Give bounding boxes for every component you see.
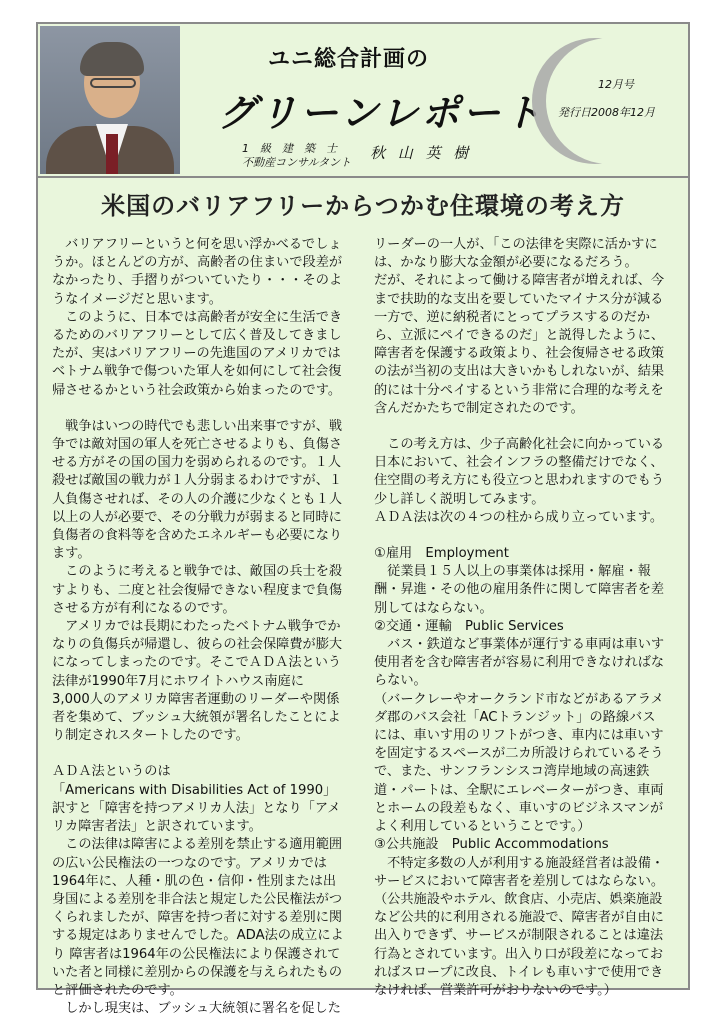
photo-glasses (90, 78, 136, 88)
photo-hair (80, 42, 144, 76)
right-column (374, 236, 674, 1000)
paragraph: 不特定多数の人が利用する施設経営者は設備・ サービスにおいて障害者を差別してはならない。 （公共施設やホテル、飲食店、小売店、娯楽施設 など公共的に利用される施設で、障害者が自由に 出入りできず、サービスが制限されることは違法 行為とされています。出入り口が段差になってお ればスロープに改良、トイレも車いすで使用でき なければ、営業許可がおりないのです。） (374, 855, 665, 998)
paragraph: リーダーの一人が、「この法律を実際に活かすに は、かなり膨大な金額が必要になるだろう。 だが、それによって働ける障害者が増えれば、今 まで扶助的な支出を要していたマイナス分が減る 一方で、逆に納税者にとってプラスするのだか ら、立派にペイできるのだ」と説得したように、 障害者を保護する政策より、社会復帰させる政策 の法が当初の支出は大きいかもしれないが、結果 的には十分ペイするという非常に合理的な考えを 含んだかたちで制定されたのです。 (374, 237, 665, 416)
paragraph: この法律は障害による差別を禁止する適用範囲 の広い公民権法の一つなのです。アメリカでは 1964年に、人種・肌の色・信仰・性別または出 身国による差別を非合法と規定した公民権法がつ くられましたが、障害を持つ者に対する差別に関 する規定はありませんでした。ADA法の成立によ り 障害者は1964年の公民権法により保護されて いた者と同様に差別からの保護を与えられたもの と評価されたのです。 (52, 837, 344, 998)
author-name: 秋 山 英 樹 (370, 144, 473, 162)
photo-tie (106, 134, 118, 174)
paragraph: バリアフリーというと何を思い浮かべるでしょ うか。ほとんどの方が、高齢者の住まいで段差が なかったり、手摺りがついていたり・・・そのよ うなイメージだと思います。 (52, 237, 343, 307)
paragraph: このように考えると戦争では、敵国の兵士を殺 すよりも、二度と社会復帰できない程度まで負傷 させる方が有利になるのです。 (52, 564, 343, 616)
author-credential-architect: 1 級 建 築 士 (242, 142, 337, 155)
paragraph: 従業員１５人以上の事業体は採用・解雇・報 酬・昇進・その他の雇用条件に関して障害者を差 別してはならない。 (374, 564, 665, 616)
article-headline: 米国のバリアフリーからつかむ住環境の考え方 (101, 192, 625, 220)
report-title: グリーンレポート (218, 91, 545, 135)
section-heading-public-accommodations: ③公共施設 Public Accommodations (374, 837, 609, 853)
author-photo (40, 26, 180, 174)
newsletter-frame (36, 22, 690, 1017)
paragraph: ＡＤＡ法というのは 「Americans with Disabilities Act of 1990」 訳すと「障害を持つアメリカ人法」となり「アメ リカ障害者法」と訳されています。 (52, 764, 341, 835)
section-heading-public-services: ②交通・運輸 Public Services (374, 618, 564, 634)
paragraph: このように、日本では高齢者が安全に生活でき るためのバリアフリーとして広く普及してきまし たが、実はバリアフリーの先進国のアメリカでは ベトナム戦争で傷ついた軍人を如何にして社会復 帰させるかという社会政策から始まったのです。 (52, 309, 343, 398)
paragraph: しかし現実は、ブッシュ大統領に署名を促した (52, 1001, 341, 1017)
issue-label: 12月号 (598, 78, 634, 91)
author-credential-consultant: 不動産コンサルタント (242, 156, 352, 169)
paragraph: 戦争はいつの時代でも悲しい出来事ですが、戦 争では敵対国の軍人を死亡させるよりも、負傷さ せる方がその国の国力を弱められるのです。１人 殺せば敵国の戦力が１人分弱まるわけですが、１ 人負傷させれば、その人の介護に少なくとも１人 以上の人が必要で、その分戦力が弱まると同時に 負傷者の食料等を含めたエネルギーも必要になり ます。 (52, 418, 343, 562)
crescent-moon-graphic (532, 38, 658, 164)
author-credentials (242, 142, 351, 170)
paragraph: バス・鉄道など事業体が運行する車両は車いす 使用者を含む障害者が容易に利用できなければな らない。 （バークレーやオークランド市などがあるアラメ ダ郡のバス会社「ACトランジット」の路線バス には、車いす用のリフトがつき、車内には車いす を固定するスペースが二カ所設けられているそう で、また、サンフランシスコ湾岸地域の高速鉄 道・パートは、全駅にエレベーターがつき、車両 とホームの段差もなく、車いすのビジネスマンが よく利用しているということです。） (374, 637, 665, 835)
left-column (52, 236, 364, 1018)
newsletter-header (38, 24, 688, 178)
issue-date: 発行日2008年12月 (558, 106, 655, 119)
series-title: ユニ総合計画の (268, 47, 430, 72)
section-heading-employment: ①雇用 Employment (374, 546, 509, 562)
paragraph: この考え方は、少子高齢化社会に向かっている 日本において、社会インフラの整備だけでなく、 住空間の考え方にも役立つと思われますのでもう 少し詳しく説明してみます。 ＡＤＡ法は次の４つの柱から成り立っています。 (374, 437, 665, 525)
paragraph: アメリカでは長期にわたったベトナム戦争でか なりの負傷兵が帰還し、彼らの社会保障費が膨大 になってしまったのです。そこでＡＤＡ法という 法律が1990年7月にホワイトハウス南庭に 3,000人のアメリカ障害者運動のリーダーや関係 者を集めて、ブッシュ大統領が署名したことによ り制定されスタートしたのです。 (52, 619, 343, 744)
